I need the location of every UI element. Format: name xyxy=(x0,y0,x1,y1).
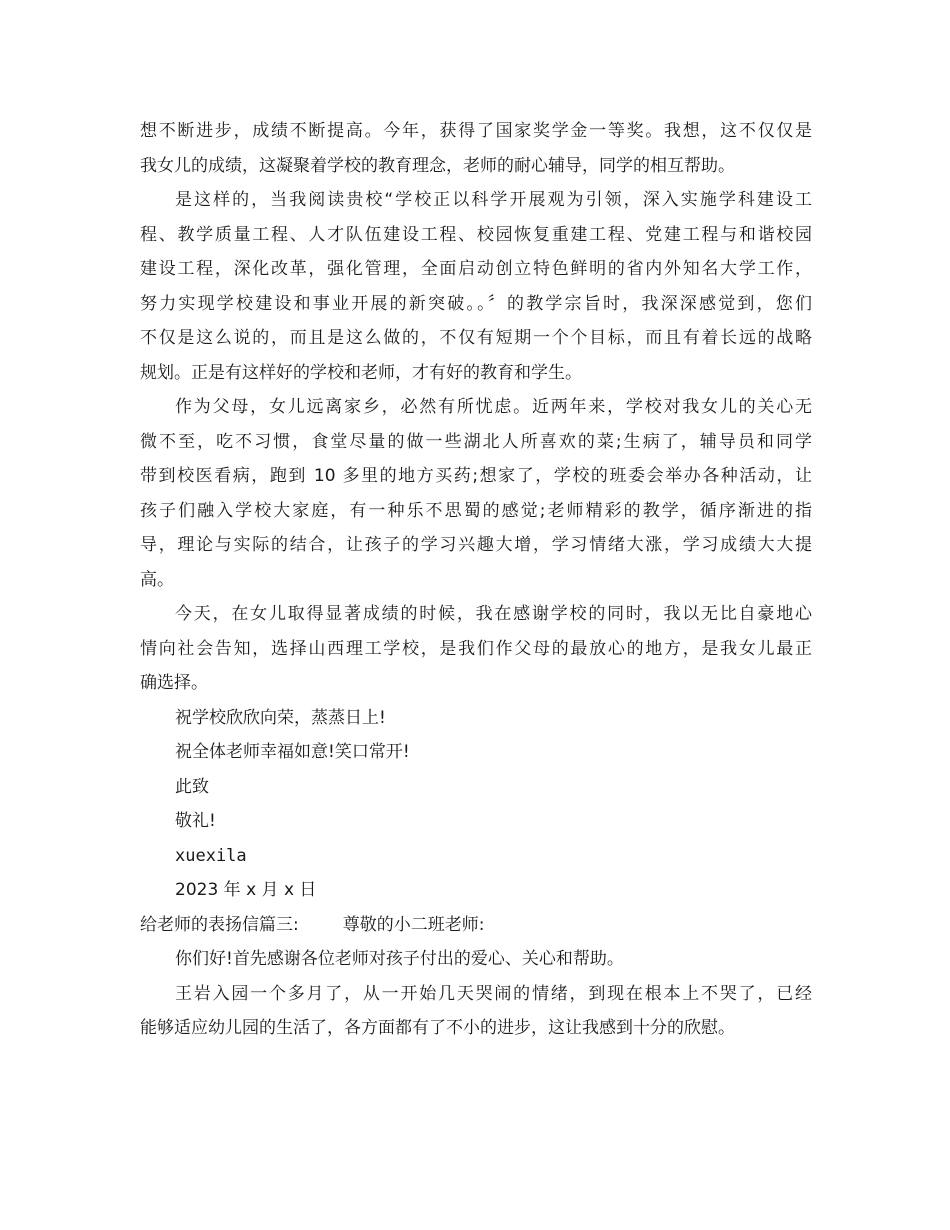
paragraph xyxy=(140,114,812,183)
date: 2023 年 x 月 x 日 xyxy=(175,880,317,900)
text-line: 我女儿的成绩，这凝聚着学校的教育理念，老师的耐心辅导，同学的相互帮助。 xyxy=(140,155,735,176)
closing-wish: 祝全体老师幸福如意!笑口常开! xyxy=(175,742,410,762)
text-line: 王岩入园一个多月了，从一开始几天哭闹的情绪，到现在根本上不哭了，已经 xyxy=(175,983,812,1004)
text-line: 带到校医看病，跑到 10 多里的地方买药;想家了，学校的班委会举办各种活动，让 xyxy=(140,466,812,486)
section-title: 给老师的表扬信篇三: xyxy=(140,914,299,935)
text-line: 作为父母，女儿远离家乡，必然有所忧虑。近两年来，学校对我女儿的关心无 xyxy=(175,397,812,417)
text-line: 你们好!首先感谢各位老师对孩子付出的爱心、关心和帮助。 xyxy=(175,949,624,969)
signature: xuexila xyxy=(175,845,247,866)
closing-wish: 祝学校欣欣向荣，蒸蒸日上! xyxy=(175,707,386,728)
text-line: 不仅是这么说的，而且是这么做的，不仅有短期一个个目标，而且有着长远的战略 xyxy=(140,328,812,348)
text-line: 孩子们融入学校大家庭，有一种乐不思蜀的感觉;老师精彩的教学，循序渐进的指 xyxy=(140,500,812,521)
text-line: 规划。正是有这样好的学校和老师，才有好的教育和学生。 xyxy=(140,362,582,383)
closing-block xyxy=(140,701,812,908)
text-line: 今天，在女儿取得显著成绩的时候，我在感谢学校的同时，我以无比自豪地心 xyxy=(175,604,812,624)
section-heading xyxy=(140,908,812,943)
text-line: 微不至，吃不习惯，食堂尽量的做一些湖北人所喜欢的菜;生病了，辅导员和同学 xyxy=(140,431,812,452)
text-line: 是这样的，当我阅读贵校“学校正以科学开展观为引领，深入实施学科建设工 xyxy=(175,190,812,210)
closing-jingli: 敬礼! xyxy=(175,811,216,831)
paragraph xyxy=(140,942,812,977)
text-line: 高。 xyxy=(140,569,174,590)
salutation: 尊敬的小二班老师: xyxy=(342,914,485,935)
text-line: 程、教学质量工程、人才队伍建设工程、校园恢复重建工程、党建工程与和谐校园 xyxy=(140,224,812,245)
closing-cizhi: 此致 xyxy=(175,776,209,797)
text-line: 建设工程，深化改革，强化管理，全面启动创立特色鲜明的省内外知名大学工作， xyxy=(140,259,812,279)
text-line: 努力实现学校建设和事业开展的新突破。。〞的教学宗旨时，我深深感觉到，您们 xyxy=(140,293,812,314)
text-line: 导，理论与实际的结合，让孩子的学习兴趣大增，学习情绪大涨，学习成绩大大提 xyxy=(140,535,812,555)
text-line: 情向社会告知，选择山西理工学校，是我们作父母的最放心的地方，是我女儿最正 xyxy=(140,638,812,659)
paragraph xyxy=(140,597,812,701)
document-page xyxy=(140,114,812,1046)
text-line: 能够适应幼儿园的生活了，各方面都有了不小的进步，这让我感到十分的欣慰。 xyxy=(140,1018,735,1038)
paragraph xyxy=(140,183,812,390)
paragraph xyxy=(140,390,812,597)
paragraph xyxy=(140,977,812,1046)
text-line: 想不断进步，成绩不断提高。今年，获得了国家奖学金一等奖。我想，这不仅仅是 xyxy=(140,121,812,141)
text-line: 确选择。 xyxy=(140,673,208,693)
